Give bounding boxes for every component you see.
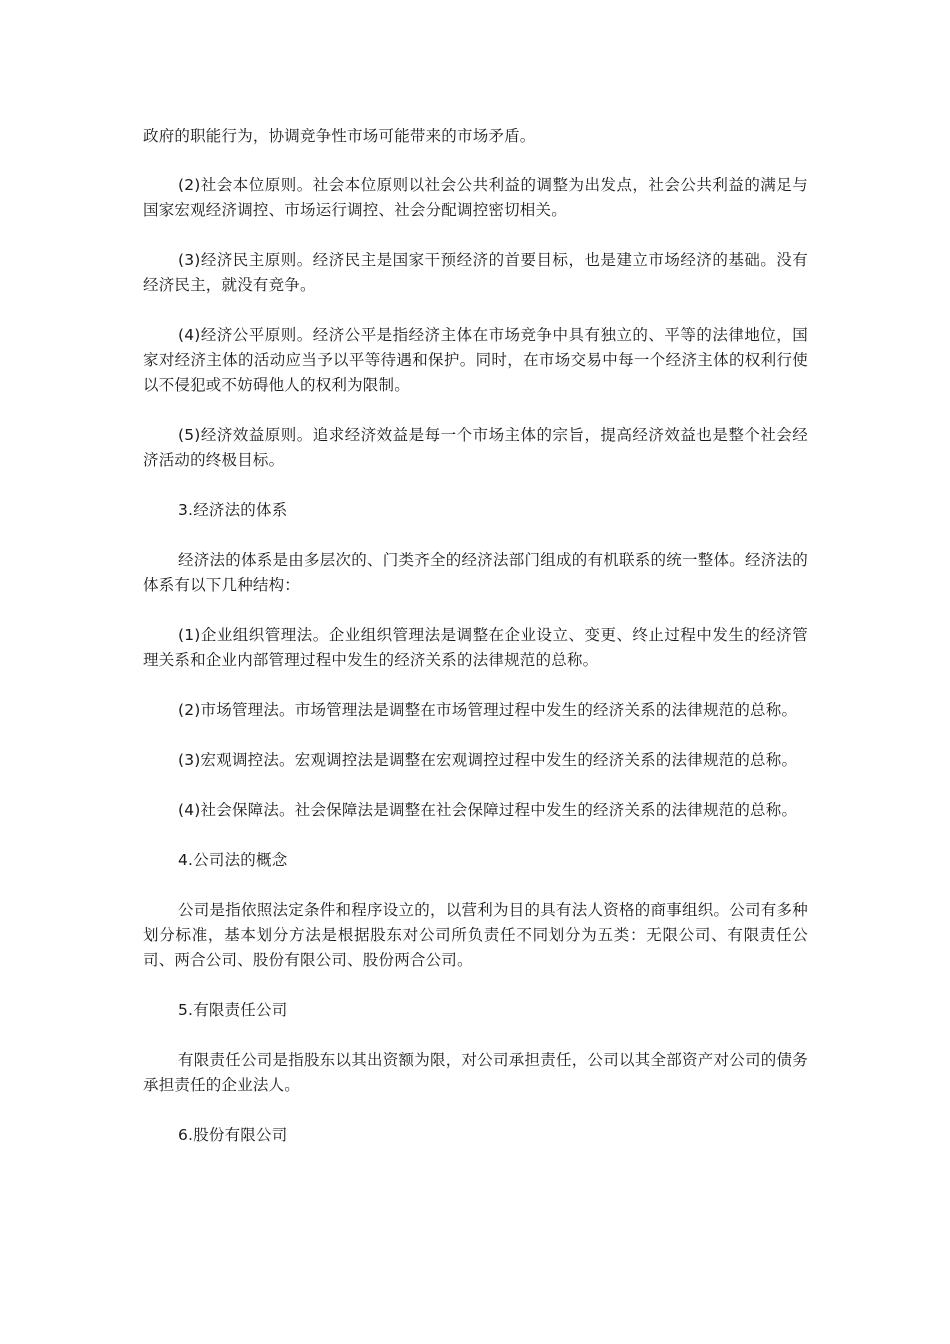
paragraph-limited-liability-company: 有限责任公司是指股东以其出资额为限，对公司承担责任，公司以其全部资产对公司的债务承担责任的企业法人。	[143, 1051, 808, 1094]
paragraph-social-security-law: (4)社会保障法。社会保障法是调整在社会保障过程中发生的经济关系的法律规范的总称。	[178, 801, 798, 819]
section-heading-company-law-concept: 4.公司法的概念	[178, 851, 288, 869]
paragraph-economic-fairness-principle: (4)经济公平原则。经济公平是指经济主体在市场竞争中具有独立的、平等的法律地位，国家对经济主体的活动应当予以平等待遇和保护。同时，在市场交易中每一个经济主体的权利行使以不侵犯或不妨碍他人的权利为限制。	[143, 326, 808, 394]
paragraph-economic-efficiency-principle: (5)经济效益原则。追求经济效益是每一个市场主体的宗旨，提高经济效益也是整个社会经济活动的终极目标。	[143, 426, 808, 469]
section-heading-joint-stock-company: 6.股份有限公司	[178, 1126, 288, 1144]
paragraph-continuation: 政府的职能行为，协调竞争性市场可能带来的市场矛盾。	[143, 127, 536, 145]
section-heading-economic-law-system: 3.经济法的体系	[178, 501, 288, 519]
paragraph-economic-democracy-principle: (3)经济民主原则。经济民主是国家干预经济的首要目标，也是建立市场经济的基础。没有经济民主，就没有竞争。	[143, 251, 808, 294]
paragraph-economic-law-system: 经济法的体系是由多层次的、门类齐全的经济法部门组成的有机联系的统一整体。经济法的体系有以下几种结构：	[143, 551, 808, 594]
paragraph-company-definition: 公司是指依照法定条件和程序设立的，以营利为目的具有法人资格的商事组织。公司有多种划分标准，基本划分方法是根据股东对公司所负责任不同划分为五类：无限公司、有限责任公司、两合公司、股份有限公司、股份两合公司。	[143, 901, 808, 969]
paragraph-macro-control-law: (3)宏观调控法。宏观调控法是调整在宏观调控过程中发生的经济关系的法律规范的总称。	[178, 751, 798, 769]
section-heading-limited-liability-company: 5.有限责任公司	[178, 1001, 288, 1019]
paragraph-social-standard-principle: (2)社会本位原则。社会本位原则以社会公共利益的调整为出发点，社会公共利益的满足与国家宏观经济调控、市场运行调控、社会分配调控密切相关。	[143, 176, 808, 219]
document-body	[143, 124, 808, 1173]
paragraph-market-management-law: (2)市场管理法。市场管理法是调整在市场管理过程中发生的经济关系的法律规范的总称。	[178, 701, 798, 719]
paragraph-enterprise-organization-law: (1)企业组织管理法。企业组织管理法是调整在企业设立、变更、终止过程中发生的经济管理关系和企业内部管理过程中发生的经济关系的法律规范的总称。	[143, 626, 808, 669]
